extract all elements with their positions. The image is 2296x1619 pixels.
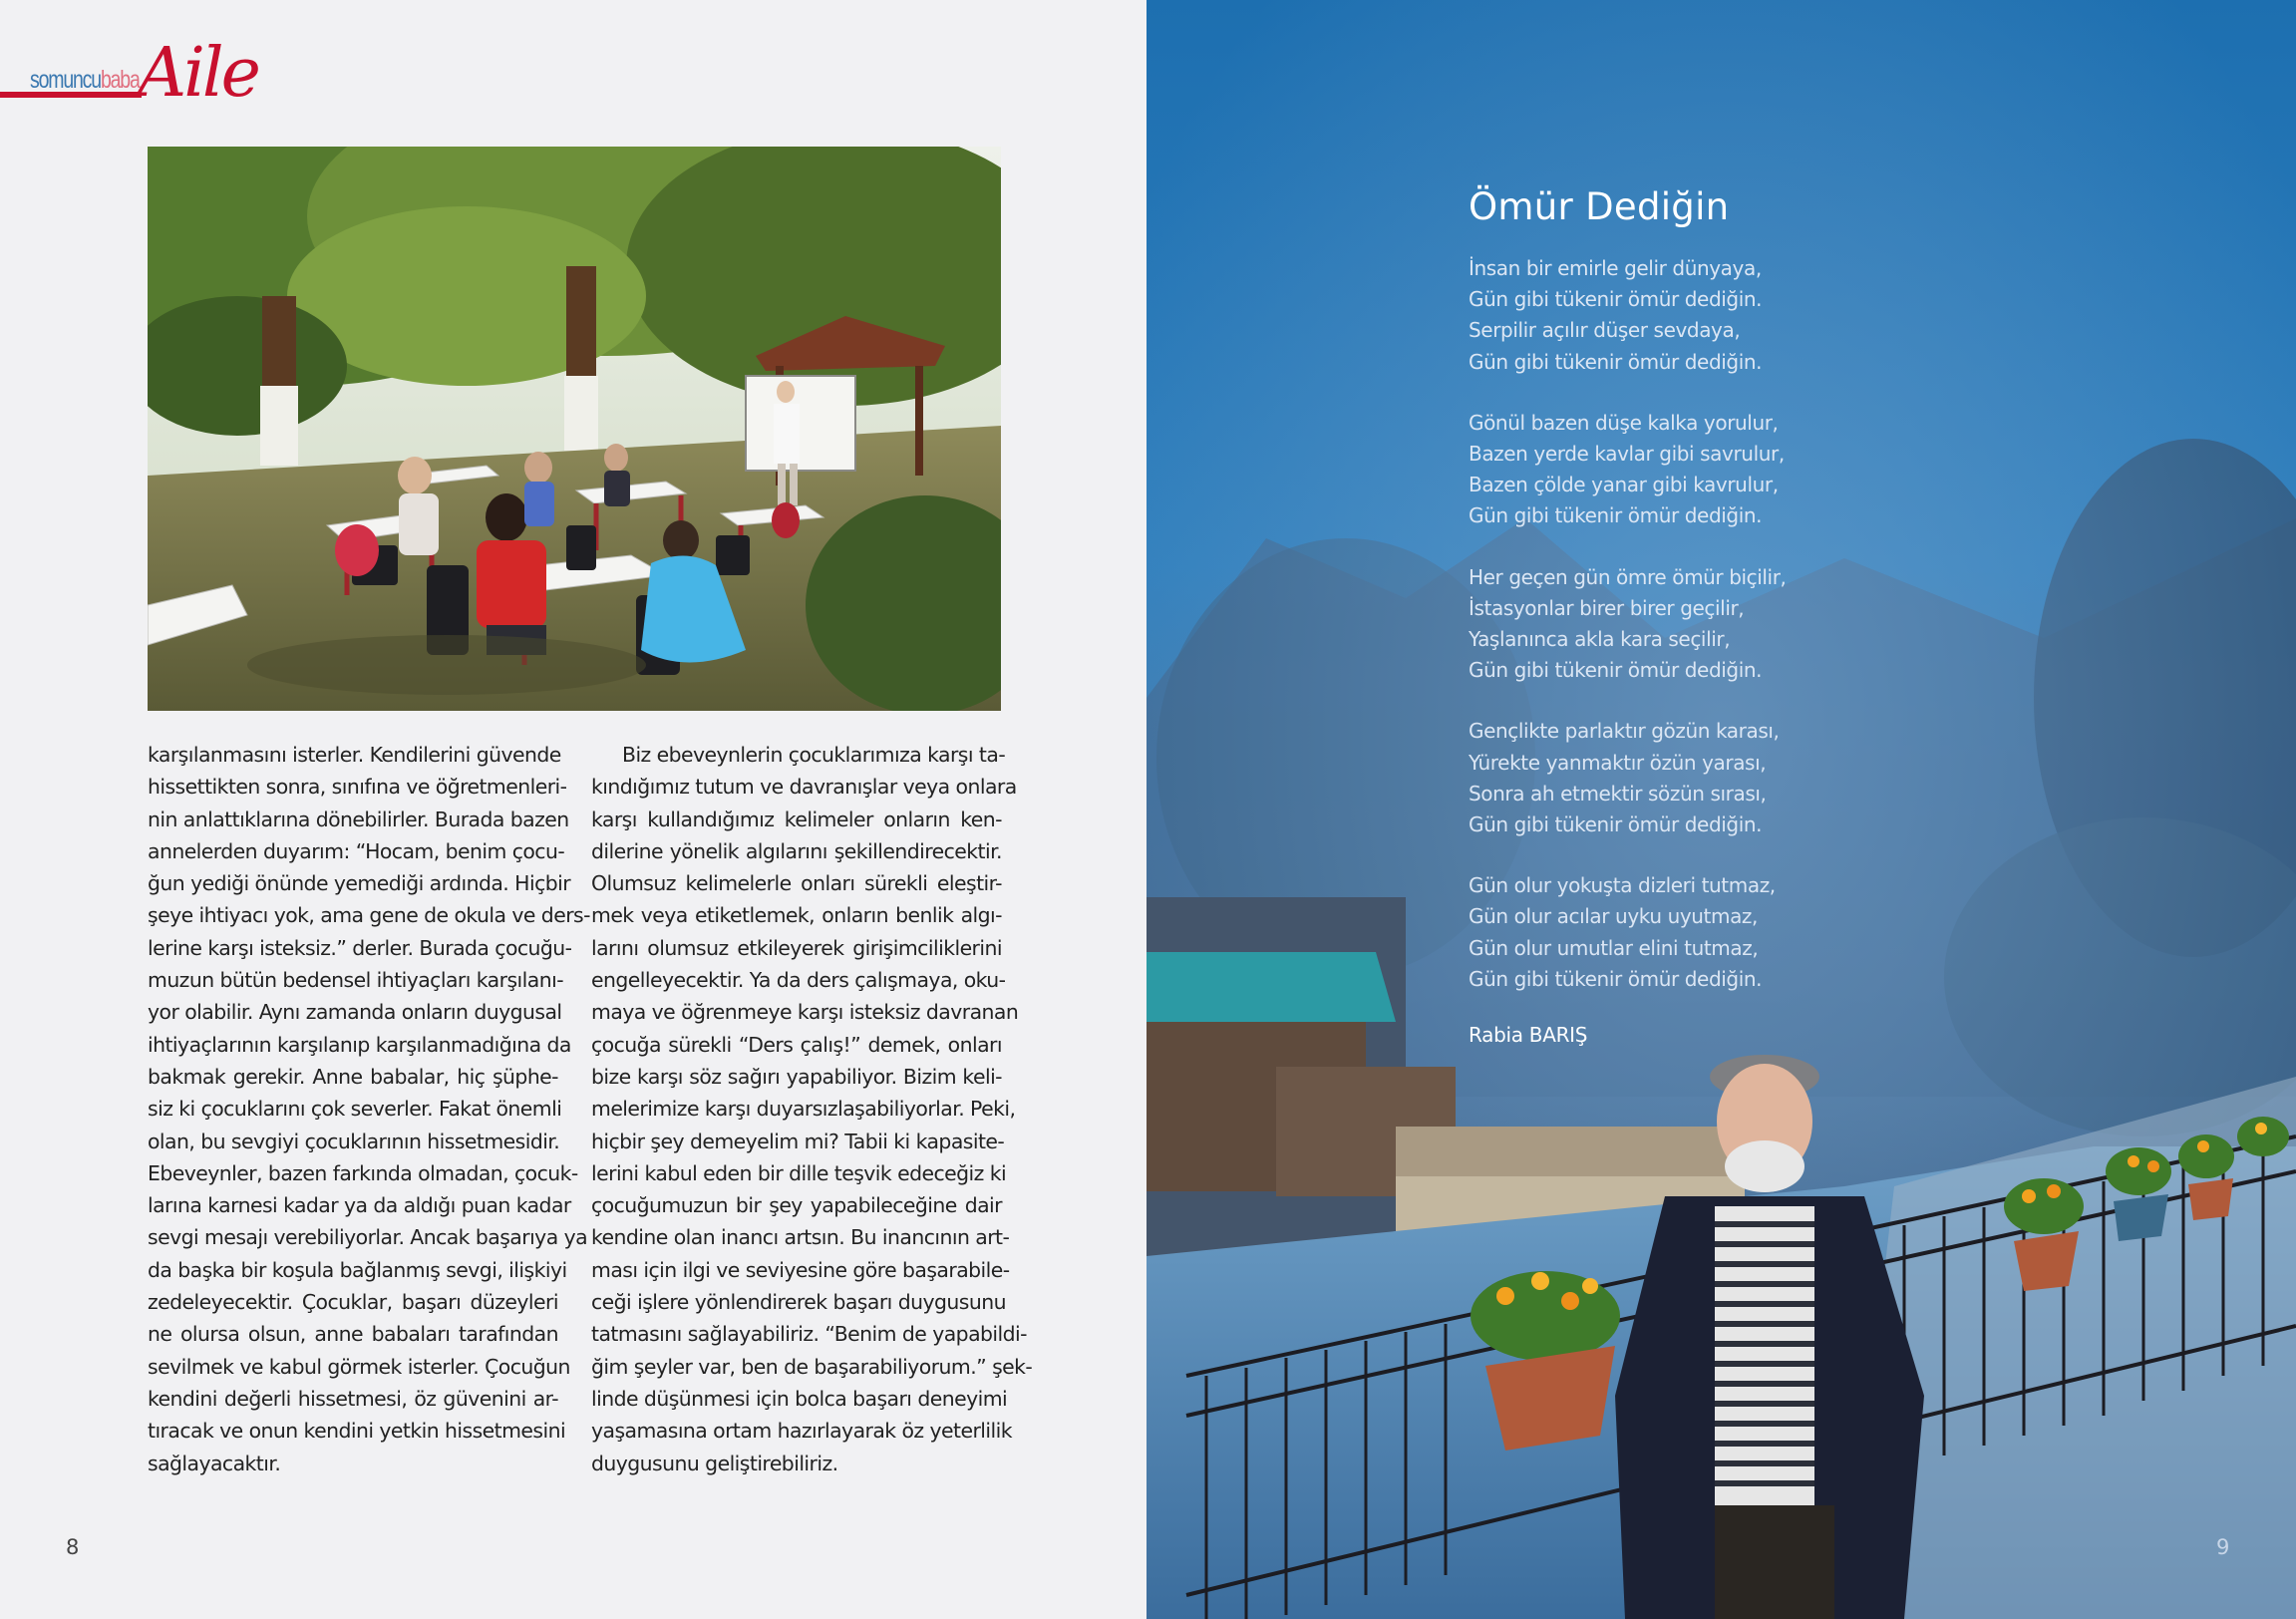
poem-line: Sonra ah etmektir sözün sırası,: [1469, 781, 1767, 806]
article-column-right: [591, 739, 1033, 1479]
article-line: tıracak ve onun kendini yetkin hissetmesini: [148, 1419, 566, 1444]
article-line: melerimize karşı duyarsızlaşabiliyorlar. Peki,: [591, 1097, 1016, 1122]
logo-subtitle-blue: somuncu: [30, 66, 101, 94]
poem-line: İstasyonlar birer birer geçilir,: [1469, 595, 1745, 620]
article-line: hiçbir şey demeyelim mi? Tabii ki kapasite-: [591, 1129, 1005, 1153]
poem-line: Bazen yerde kavlar gibi savrulur,: [1469, 442, 1785, 467]
poem-line: Gün olur umutlar elini tutmaz,: [1469, 935, 1759, 960]
poem-stanza: [1469, 562, 1787, 687]
poem-line: Gün olur yokuşta dizleri tutmaz,: [1469, 873, 1776, 898]
article-line: ceği işlere yönlendirerek başarı duygusunu: [591, 1290, 1006, 1315]
article-line: ne olursa olsun, anne babaları tarafından: [148, 1322, 558, 1347]
article-line: bakmak gerekir. Anne babalar, hiç şüphe-: [148, 1064, 558, 1089]
article-line: kındığımız tutum ve davranışlar veya onlara: [591, 775, 1017, 800]
poem-line: Gün gibi tükenir ömür dediğin.: [1469, 812, 1763, 837]
article-line: ihtiyaçlarının karşılanıp karşılanmadığına da: [148, 1032, 571, 1057]
poem-stanza: [1469, 253, 1787, 378]
page-number-left: 8: [66, 1535, 80, 1559]
poem-line: Her geçen gün ömre ömür biçilir,: [1469, 564, 1787, 589]
article-line: hissettikten sonra, sınıfına ve öğretmenleri-: [148, 775, 567, 800]
article-line: ğim şeyler var, ben de başarabiliyorum.” şek-: [591, 1354, 1033, 1379]
poem-author: Rabia BARIŞ: [1469, 1023, 1588, 1048]
article-line: sağlayacaktır.: [148, 1451, 281, 1475]
poem-title: Ömür Dediğin: [1469, 185, 1730, 228]
article-line: sevgi mesajı verebiliyorlar. Ancak başarıya ya: [148, 1225, 588, 1250]
article-line: olan, bu sevgiyi çocuklarının hissetmesidir.: [148, 1129, 560, 1153]
article-line: linde düşünmesi için bolca başarı deneyimi: [591, 1386, 1008, 1411]
article-line: ğun yediği önünde yemediği ardında. Hiçbir: [148, 871, 571, 896]
poem-line: Yürekte yanmaktır özün yarası,: [1469, 750, 1767, 775]
poem-line: Bazen çölde yanar gibi kavrulur,: [1469, 473, 1779, 497]
poem-line: Yaşlanınca akla kara seçilir,: [1469, 627, 1731, 652]
article-line: mek veya etiketlemek, onların benlik algı-: [591, 903, 1002, 928]
article-line: karşı kullandığımız kelimeler onların ken-: [591, 807, 1002, 831]
poem-line: Gün gibi tükenir ömür dediğin.: [1469, 966, 1763, 991]
page-number-right: 9: [2216, 1535, 2230, 1559]
article-line: lerine karşı isteksiz.” derler. Burada çocuğu-: [148, 935, 572, 960]
article-line: engelleyecektir. Ya da ders çalışmaya, oku-: [591, 968, 1006, 993]
poem-line: Gün gibi tükenir ömür dediğin.: [1469, 503, 1763, 528]
poem: [1469, 185, 1787, 1047]
poem-line: Gençlikte parlaktır gözün karası,: [1469, 719, 1780, 744]
article-line: sevilmek ve kabul görmek isterler. Çocuğun: [148, 1354, 570, 1379]
article-line: nin anlattıklarına dönebilirler. Burada bazen: [148, 807, 569, 831]
article-line: maya ve öğrenmeye karşı isteksiz davranan: [591, 1000, 1019, 1025]
article-line: şeye ihtiyacı yok, ama gene de okula ve ders-: [148, 903, 590, 928]
logo-name: Aile: [138, 34, 258, 113]
article-column-left: [148, 739, 590, 1479]
article-line: muzun bütün bedensel ihtiyaçları karşılanı-: [148, 968, 564, 993]
article-line: çocuğumuzun bir şey yapabileceğine dair: [591, 1193, 1002, 1218]
poem-line: Gün gibi tükenir ömür dediğin.: [1469, 287, 1763, 312]
article-line: larına karnesi kadar ya da aldığı puan kadar: [148, 1193, 571, 1218]
article-line: Ebeveynler, bazen farkında olmadan, çocuk-: [148, 1160, 578, 1185]
poem-stanza: [1469, 716, 1787, 840]
article-line: çocuğa sürekli “Ders çalış!” demek, onları: [591, 1032, 1002, 1057]
poem-line: Gün olur acılar uyku uyutmaz,: [1469, 904, 1758, 929]
article-line: annelerden duyarım: “Hocam, benim çocu-: [148, 838, 565, 863]
poem-line: Gün gibi tükenir ömür dediğin.: [1469, 658, 1763, 683]
magazine-logo: [0, 34, 259, 113]
article-line: duygusunu geliştirebiliriz.: [591, 1451, 838, 1475]
article-line: karşılanmasını isterler. Kendilerini güvende: [148, 743, 561, 767]
poem-line: İnsan bir emirle gelir dünyaya,: [1469, 256, 1762, 280]
article-line: Olumsuz kelimelerle onları sürekli eleştir-: [591, 871, 1002, 896]
poem-line: Gün gibi tükenir ömür dediğin.: [1469, 349, 1763, 374]
article-line: kendine olan inancı artsın. Bu inancının art-: [591, 1225, 1010, 1250]
article-line: yor olabilir. Aynı zamanda onların duygusal: [148, 1000, 562, 1025]
outdoor-classroom-photo: [148, 147, 1001, 711]
left-page: [0, 0, 1147, 1619]
article-line: lerini kabul eden bir dille teşvik edeceğiz ki: [591, 1160, 1007, 1185]
poem-stanza: [1469, 870, 1787, 995]
logo-subtitle-pink: baba: [100, 66, 140, 94]
logo-subtitle: [30, 66, 140, 95]
article-line: larını olumsuz etkileyerek girişimciliklerini: [591, 935, 1002, 960]
article-line: zedeleyecektir. Çocuklar, başarı düzeyleri: [148, 1290, 558, 1315]
article-line: Biz ebeveynlerin çocuklarımıza karşı ta-: [622, 743, 1006, 767]
poem-line: Serpilir açılır düşer sevdaya,: [1469, 318, 1741, 343]
article-line: ması için ilgi ve seviyesine göre başarabile-: [591, 1257, 1010, 1282]
article-line: bize karşı söz sağırı yapabiliyor. Bizim keli-: [591, 1064, 1002, 1089]
poem-stanzas: [1469, 253, 1787, 995]
article-line: tatmasını sağlayabiliriz. “Benim de yapabildi-: [591, 1322, 1027, 1347]
article-line: yaşamasına ortam hazırlayarak öz yeterlilik: [591, 1419, 1012, 1444]
article-line: siz ki çocuklarını çok severler. Fakat önemli: [148, 1097, 562, 1122]
poem-line: Gönül bazen düşe kalka yorulur,: [1469, 410, 1779, 435]
article-line: da başka bir koşula bağlanmış sevgi, ilişkiyi: [148, 1257, 567, 1282]
poem-stanza: [1469, 408, 1787, 532]
article-line: dilerine yönelik algılarını şekillendirecektir.: [591, 838, 1002, 863]
right-page: [1147, 0, 2296, 1619]
article-line: kendini değerli hissetmesi, öz güvenini ar-: [148, 1386, 558, 1411]
